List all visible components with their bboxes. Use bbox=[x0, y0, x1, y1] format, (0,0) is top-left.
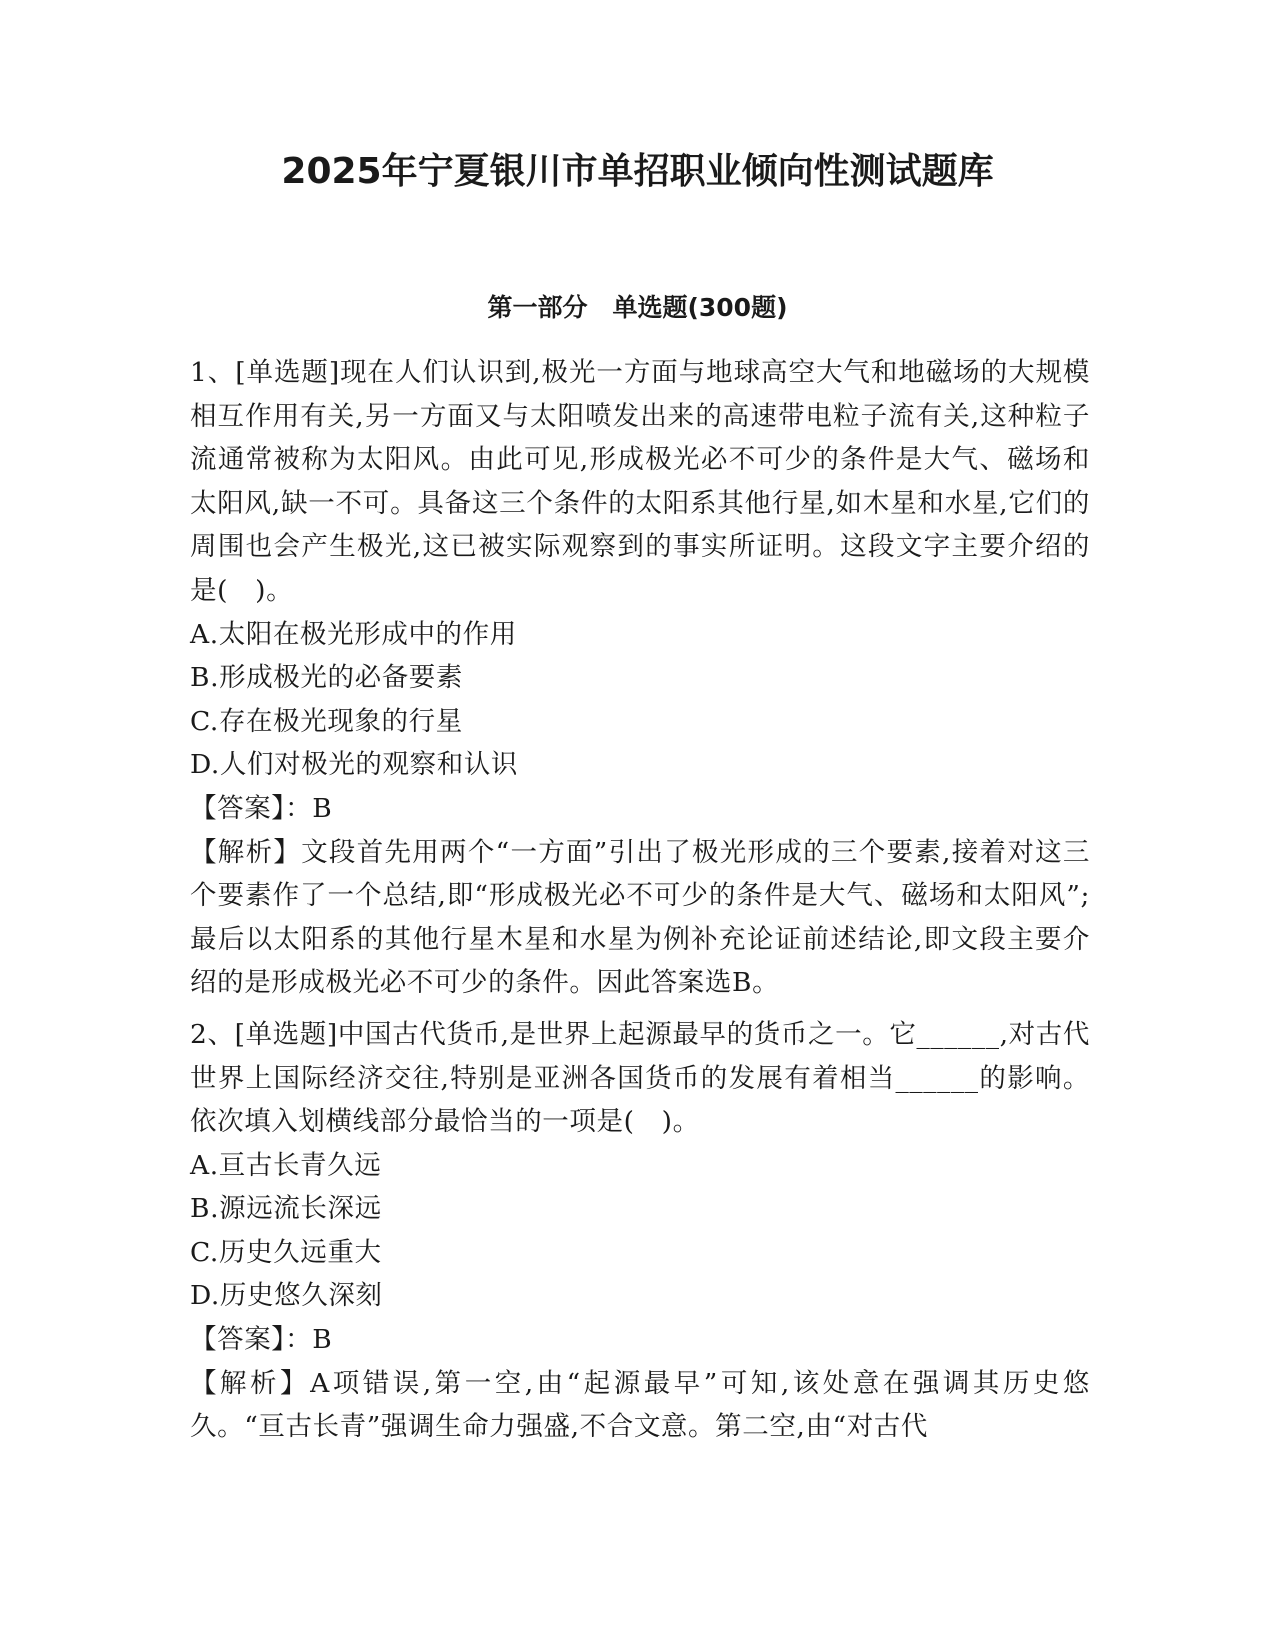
answer-line bbox=[190, 1318, 1090, 1362]
question-2 bbox=[190, 1013, 1090, 1449]
option-d: D.历史悠久深刻 bbox=[190, 1280, 383, 1312]
answer-label: 【答案】 bbox=[190, 792, 286, 824]
question-stem: 1、[单选题]现在人们认识到,极光一方面与地球高空大气和地磁场的大规模相互作用有关,另一方面又与太阳喷发出来的高速带电粒子流有关,这种粒子流通常被称为太阳风。由此可见,形成极光必不可少的条件是大气、磁场和太阳风,缺一不可。具备这三个条件的太阳系其他行星,如木星和水星,它们的周围也会产生极光,这已被实际观察到的事实所证明。这段文字主要介绍的是( )。 bbox=[190, 357, 1090, 606]
analysis-paragraph bbox=[190, 831, 1090, 1005]
option-b: B.形成极光的必备要素 bbox=[190, 662, 463, 694]
analysis-text: A项错误,第一空,由“起源最早”可知,该处意在强调其历史悠久。“亘古长青”强调生命力强盛,不合文意。第二空,由“对古代 bbox=[190, 1367, 1091, 1443]
answer-label: 【答案】 bbox=[190, 1324, 286, 1356]
answer-line bbox=[190, 787, 1090, 831]
option-c: C.历史久远重大 bbox=[190, 1236, 382, 1268]
analysis-text: 文段首先用两个“一方面”引出了极光形成的三个要素,接着对这三个要素作了一个总结,即“形成极光必不可少的条件是大气、磁场和太阳风”;最后以太阳系的其他行星木星和水星为例补充论证前述结论,即文段主要介绍的是形成极光必不可少的条件。因此答案选B。 bbox=[190, 836, 1090, 999]
question-stem: 2、[单选题]中国古代货币,是世界上起源最早的货币之一。它______,对古代世界上国际经济交往,特别是亚洲各国货币的发展有着相当______的影响。依次填入划横线部分最恰当的一项是( )。 bbox=[190, 1018, 1090, 1138]
option-d: D.人们对极光的观察和认识 bbox=[190, 749, 519, 781]
answer-value: ：B bbox=[285, 792, 333, 824]
section-title: 第一部分 单选题(300题) bbox=[487, 293, 788, 322]
question-1 bbox=[190, 351, 1090, 1005]
option-b: B.源远流长深远 bbox=[190, 1193, 382, 1225]
option-a: A.亘古长青久远 bbox=[190, 1149, 382, 1181]
analysis-label: 【解析】 bbox=[190, 1367, 311, 1399]
document-title: 2025年宁夏银川市单招职业倾向性测试题库 bbox=[281, 151, 994, 192]
analysis-paragraph bbox=[190, 1362, 1090, 1449]
option-a: A.太阳在极光形成中的作用 bbox=[190, 618, 517, 650]
analysis-label: 【解析】 bbox=[190, 836, 302, 868]
answer-value: ：B bbox=[285, 1324, 333, 1356]
option-c: C.存在极光现象的行星 bbox=[190, 705, 463, 737]
question-list bbox=[190, 351, 1090, 1457]
